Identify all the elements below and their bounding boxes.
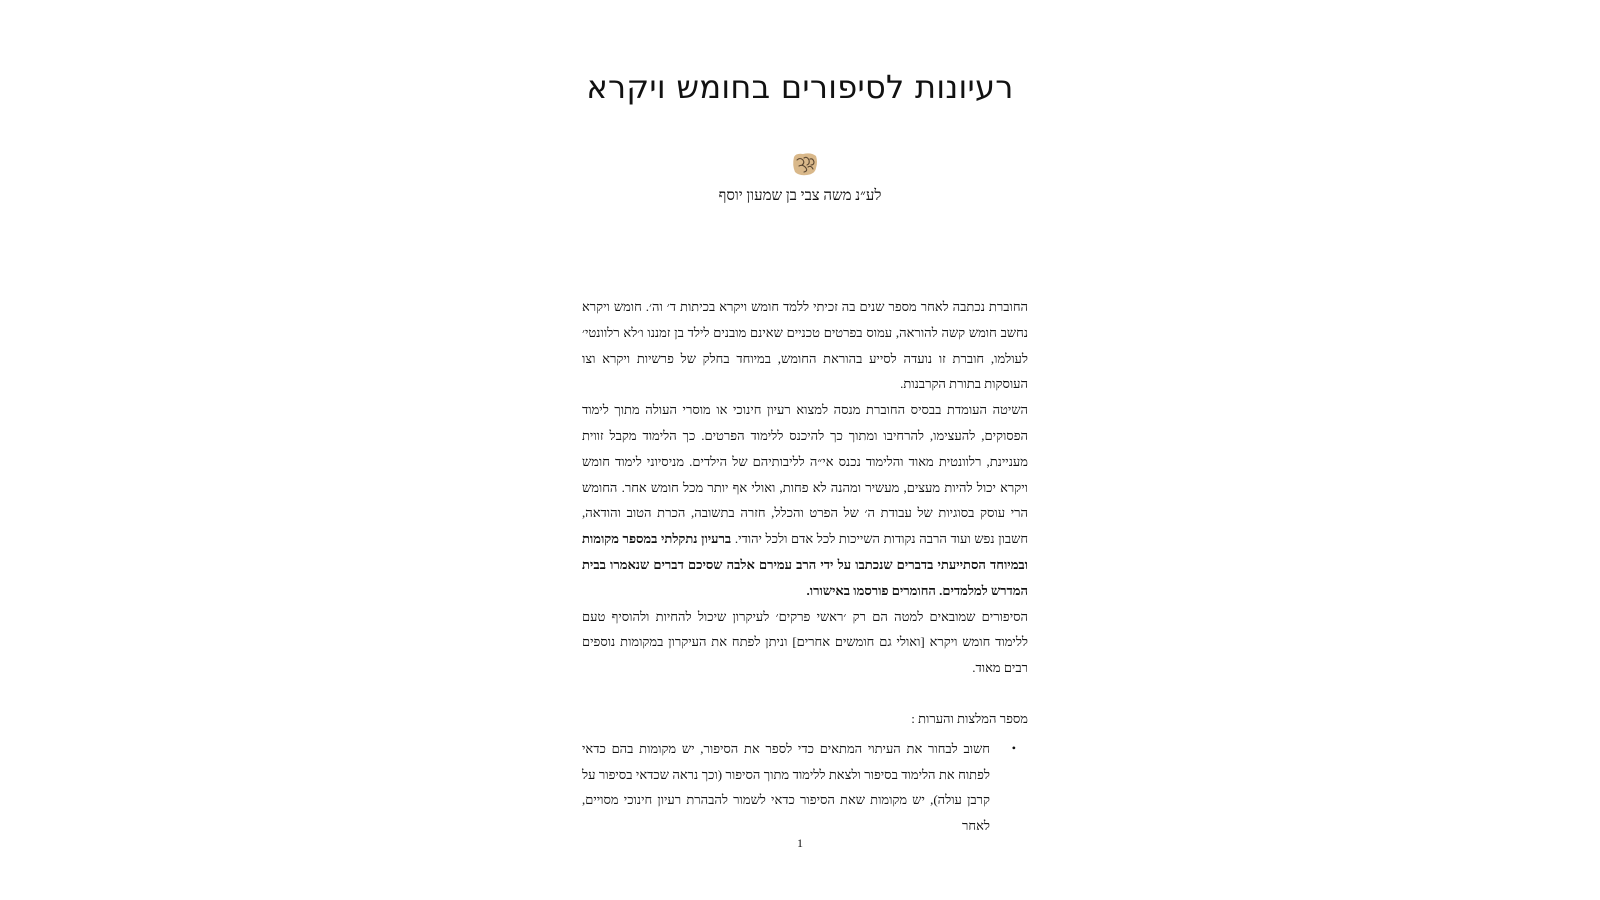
list-item-text: חשוב לבחור את העיתוי המתאים כדי לספר את הסיפור, יש מקומות בהם כדאי לפתוח את הלימוד בסיפור ולצאת ללימוד מתוך הסיפור (וכך נראה שכדאי בסיפור על קרבן עולה), יש מקומות שאת הסיפור כדאי לשמור להבהרת רעיון חינוכי מסויים, לאחר xyxy=(582,740,990,834)
notes-heading: מספר המלצות והערות : xyxy=(911,710,1028,726)
document-title: רעיונות לסיפורים בחומש ויקרא xyxy=(586,68,1014,106)
method-paragraph xyxy=(582,397,1028,603)
bullet-icon: • xyxy=(1011,740,1016,755)
credit-bold-text: ברעיון נתקלתי במספר מקומות ובמיוחד הסתייעתי בדברים שנכתבו על ידי הרב עמירם אלבה שסיכם דברים שנאמרו בבית המדרש למלמדים. החומרים פורסמו באישורו. xyxy=(582,531,1028,598)
method-text: השיטה העומדת בבסיס החוברת מנסה למצוא רעיון חינוכי או מוסרי העולה מתוך לימוד הפסוקים, להעצימו, להרחיבו ומתוך כך להיכנס ללימוד הפרטים. כך הלימוד מקבל זווית מעניינת, רלוונטית מאוד והלימוד נכנס אי״ה לליבותיהם של הילדים. מניסיוני לימוד חומש ויקרא יכול להיות מעצים, מעשיר ומהנה לא פחות, ואולי אף יותר מכל חומש אחר. החומש הרי עוסק בסוגיות של עבודת ה׳ של הפרט והכלל, חזרה בתשובה, הכרת הטוב והודאה, חשבון נפש ועוד הרבה נקודות השייכות לכל אדם ולכל יהודי. xyxy=(582,402,1029,547)
dedication-line: לע״נ משה צבי בן שמעון יוסף xyxy=(718,188,882,204)
intro-paragraph: החוברת נכתבה לאחר מספר שנים בה זכיתי ללמד חומש ויקרא בכיתות ד׳ וה׳. חומש ויקרא נחשב חומש קשה להוראה, עמוס בפרטים טכניים שאינם מובנים לילד בן זמננו ו׳לא רלוונטי׳ לעולמו, חוברת זו נועדה לסייע בהוראת החומש, במיוחד בחלק של פרשיות ויקרא וצו העוסקות בתורת הקרבנות. xyxy=(582,299,1028,392)
document-body xyxy=(582,294,1028,839)
closing-paragraph: הסיפורים שמובאים למטה הם רק ׳ראשי פרקים׳ לעיקרון שיכול להחיות ולהוסיף טעם ללימוד חומש ויקרא [ואולי גם חומשים אחרים] וניתן לפתח את העיקרון במקומות נוספים רבים מאוד. xyxy=(582,608,1028,676)
list-item xyxy=(582,736,1016,839)
calligraphy-seal-icon xyxy=(792,152,818,176)
notes-list xyxy=(582,736,1028,839)
page-number: 1 xyxy=(797,836,803,850)
